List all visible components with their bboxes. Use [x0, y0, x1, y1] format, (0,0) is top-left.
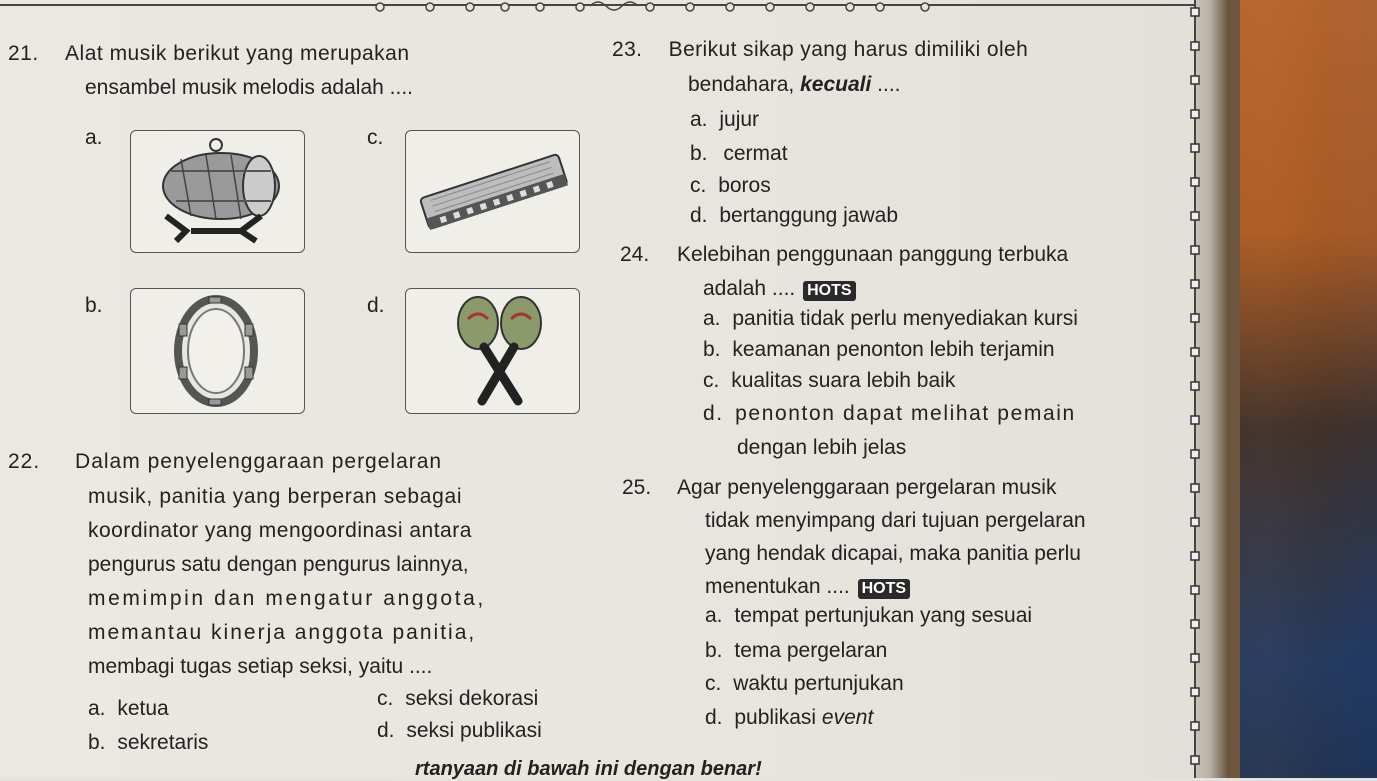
q22-text-line1: Dalam penyelenggaraan pergelaran	[75, 450, 443, 473]
q24-option-c[interactable]: c. kualitas suara lebih baik	[703, 369, 956, 392]
q22-text-line3: koordinator yang mengoordinasi antara	[88, 519, 472, 542]
q25-option-a[interactable]: a. tempat pertunjukan yang sesuai	[705, 604, 1033, 627]
q23-emphasis: kecuali	[800, 73, 872, 96]
q25-text-line4: menentukan .... HOTS	[705, 575, 910, 599]
q22-text-line2: musik, panitia yang berperan sebagai	[88, 485, 463, 508]
q23-text-line2: bendahara, kecuali ....	[688, 73, 901, 96]
q25-text-line1: Agar penyelenggaraan pergelaran musik	[677, 476, 1057, 499]
q24-hots-badge: HOTS	[803, 281, 855, 301]
q21-text-line1: Alat musik berikut yang merupakan	[65, 42, 410, 65]
q21-option-d-image[interactable]	[405, 288, 580, 414]
q22-option-a[interactable]: a. ketua	[88, 697, 169, 720]
q25-stem-line1	[622, 476, 1056, 500]
q22-option-c[interactable]: c. seksi dekorasi	[377, 687, 539, 710]
q22-text-line6: memantau kinerja anggota panitia,	[88, 621, 477, 644]
q23-number: 23.	[612, 38, 643, 61]
q22-text-line5: memimpin dan mengatur anggota,	[88, 587, 486, 610]
q24-stem-line1	[620, 243, 1068, 267]
tambourine-icon	[131, 289, 304, 413]
q25-option-b[interactable]: b. tema pergelaran	[705, 639, 888, 662]
q23-stem-line1	[612, 38, 1028, 62]
q22-text-line7: membagi tugas setiap seksi, yaitu ....	[88, 655, 433, 678]
q25-hots-badge: HOTS	[858, 579, 910, 599]
q24-text-line2: adalah .... HOTS	[703, 277, 856, 301]
q21-option-b-letter: b.	[85, 294, 103, 317]
top-border-ornament	[0, 0, 1195, 14]
q22-text-line4: pengurus satu dengan pengurus lainnya,	[88, 553, 469, 576]
q25-option-d[interactable]: d. publikasi event	[705, 706, 874, 729]
section-instruction: rtanyaan di bawah ini dengan benar!	[415, 758, 762, 780]
desk-background	[1240, 0, 1377, 778]
q22-option-b[interactable]: b. sekretaris	[88, 731, 209, 754]
q23-option-c[interactable]: c. boros	[690, 174, 771, 197]
q24-option-d-cont: dengan lebih jelas	[737, 436, 907, 459]
q24-option-a[interactable]: a. panitia tidak perlu menyediakan kursi	[703, 307, 1078, 330]
q22-option-d[interactable]: d. seksi publikasi	[377, 719, 542, 742]
q21-option-a-image[interactable]	[130, 130, 305, 253]
q23-option-d[interactable]: d. bertanggung jawab	[690, 204, 899, 227]
q24-text-line1: Kelebihan penggunaan panggung terbuka	[677, 243, 1069, 266]
q25-option-c[interactable]: c. waktu pertunjukan	[705, 672, 904, 695]
q23-option-b[interactable]: b. cermat	[690, 142, 788, 165]
q25-number: 25.	[622, 476, 652, 499]
q21-option-d-letter: d.	[367, 294, 385, 317]
q21-number: 21.	[8, 42, 39, 65]
q24-option-d[interactable]: d. penonton dapat melihat pemain	[703, 402, 1076, 425]
maracas-icon	[406, 289, 579, 413]
q23-option-a[interactable]: a. jujur	[690, 108, 760, 131]
binding-ornament	[1180, 0, 1210, 778]
q24-option-b[interactable]: b. keamanan penonton lebih terjamin	[703, 338, 1055, 361]
q21-text-line2: ensambel musik melodis adalah ....	[85, 76, 413, 99]
q21-option-c-image[interactable]	[405, 130, 580, 253]
q21-option-c-letter: c.	[367, 126, 384, 149]
harmonica-icon	[406, 131, 579, 252]
q25-text-line2: tidak menyimpang dari tujuan pergelaran	[705, 509, 1086, 532]
q25-text-line3: yang hendak dicapai, maka panitia perlu	[705, 542, 1081, 565]
q21-option-a-letter: a.	[85, 126, 103, 149]
q21-option-b-image[interactable]	[130, 288, 305, 414]
q24-number: 24.	[620, 243, 650, 266]
q22-number: 22.	[8, 450, 41, 473]
q22-stem-line1	[8, 450, 442, 474]
drum-icon	[131, 131, 304, 252]
q21-stem-line1	[8, 42, 410, 66]
q23-text-line1: Berikut sikap yang harus dimiliki oleh	[668, 38, 1029, 61]
